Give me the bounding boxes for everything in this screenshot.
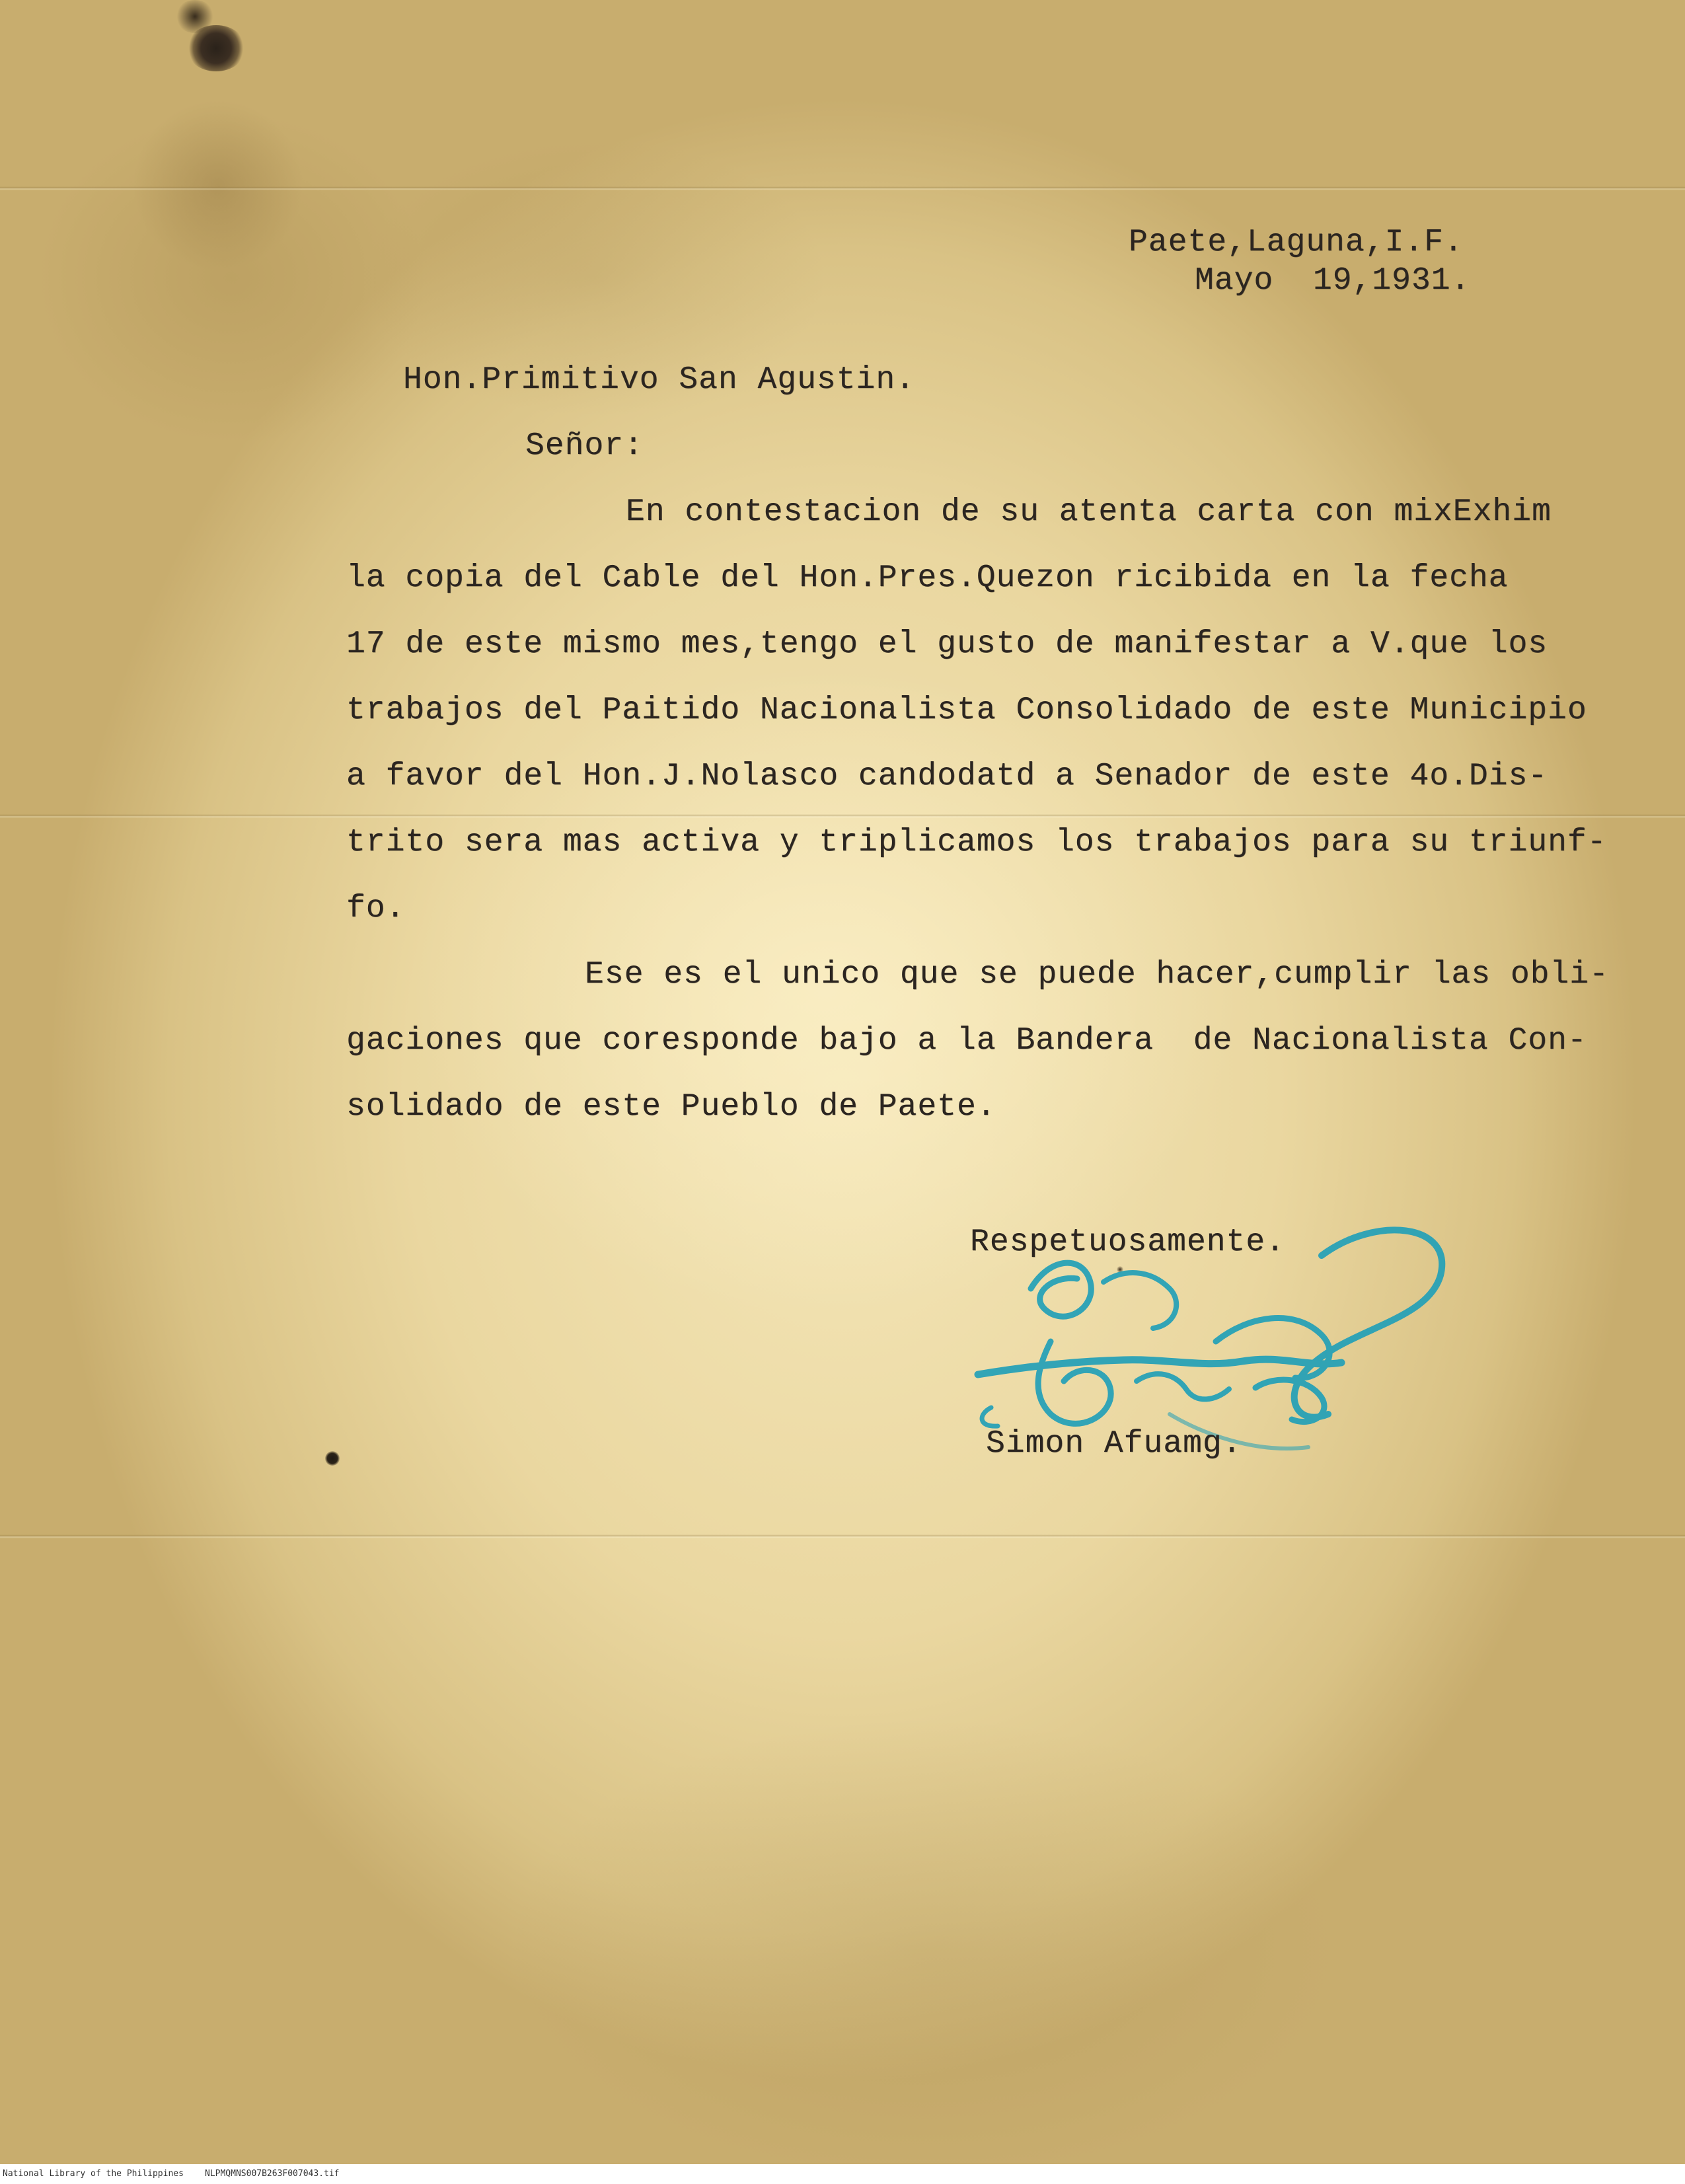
paper-stain [132, 99, 304, 271]
paper-fold [0, 186, 1685, 190]
body-line: gaciones que coresponde bajo a la Bandera de Nacionalista Con- [346, 1023, 1587, 1059]
body-line: Ese es el unico que se puede hacer,cumplir las obli- [585, 957, 1609, 993]
ink-blot [186, 25, 246, 71]
body-line: a favor del Hon.J.Nolasco candodatd a Senador de este 4o.Dis- [346, 759, 1548, 794]
footer-library-label: National Library of the Philippines [3, 2169, 184, 2179]
body-line: En contestacion de su atenta carta con mixExhim [626, 494, 1552, 530]
footer-file-id: NLPMQMNS007B263F007043.tif [205, 2169, 340, 2179]
body-line: trabajos del Paitido Nacionalista Consolidado de este Municipio [346, 693, 1587, 728]
body-line: la copia del Cable del Hon.Pres.Quezon ricibida en la fecha [346, 560, 1509, 596]
paper-fold [0, 814, 1685, 818]
letter-salutation: Señor: [525, 428, 644, 464]
body-line: solidado de este Pueblo de Paete. [346, 1089, 996, 1125]
body-line: 17 de este mismo mes,tengo el gusto de manifestar a V.que los [346, 626, 1548, 662]
body-line: trito sera mas activa y triplicamos los trabajos para su triunf- [346, 825, 1607, 860]
letter-closing: Respetuosamente. [970, 1224, 1285, 1260]
handwritten-signature [952, 1216, 1480, 1507]
body-line: fo. [346, 891, 406, 926]
ink-spot [325, 1451, 340, 1466]
letter-date: Mayo 19,1931. [1195, 263, 1471, 299]
archive-footer [0, 2164, 1685, 2184]
signer-name: Simon Afuamg. [986, 1426, 1242, 1462]
paper-fold [0, 1534, 1685, 1538]
letter-addressee: Hon.Primitivo San Agustin. [403, 362, 915, 398]
letter-place: Paete,Laguna,I.F. [1129, 225, 1464, 260]
